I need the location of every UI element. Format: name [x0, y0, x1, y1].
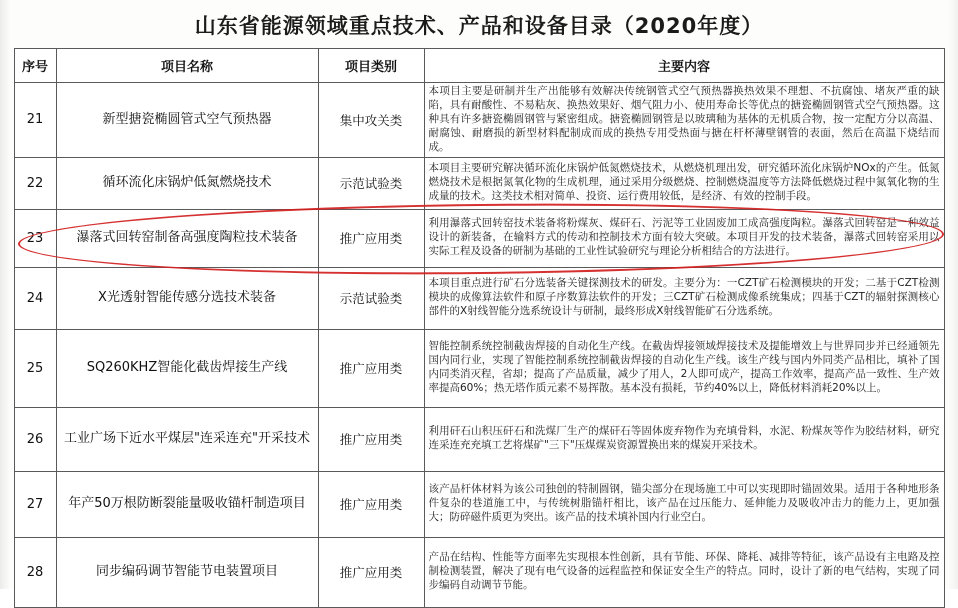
cell-category: 推广应用类: [318, 329, 424, 407]
cell-no: 25: [14, 329, 56, 407]
cell-no: 26: [14, 407, 56, 471]
cell-project-name: 新型搪瓷椭圆管式空气预热器: [56, 83, 318, 158]
cell-project-name: 工业广场下近水平煤层"连采连充"开采技术: [56, 407, 318, 471]
cell-no: 28: [14, 537, 56, 607]
cell-category: 示范试验类: [318, 267, 424, 329]
cell-category: 示范试验类: [318, 157, 424, 209]
table-body: [14, 83, 944, 608]
cell-category: 推广应用类: [318, 407, 424, 471]
cell-description: 本项目主要是研制并生产出能够有效解决传统钢管式空气预热器换热效果不理想、不抗腐蚀、堵灰严重的缺陷，具有耐酸性、不易粘灰、换热效果好、烟气阻力小、使用寿命长等优点的搪瓷椭圆钢管式空气预热器。这种具有许多搪瓷椭圆钢管与紧密组成。搪瓷椭圆钢管是以玻璃釉为基体的无机质合物，按一定配方分以高温、耐腐蚀、耐磨损的新型材料配制成而成的换热专用受热面与搪在杆杯薄壁钢管的表面，然后在高温下烧结而成。: [424, 83, 944, 158]
cell-category: 推广应用类: [318, 537, 424, 607]
table-row-highlighted: [14, 209, 944, 267]
cell-description: 利用瀑落式回转窑技术装备将粉煤灰、煤矸石、污泥等工业固废加工成高强度陶粒。瀑落式回转窑是一种效益设计的新装备，在输料方式的传动和控制技术方面有较大突破。本项目开发的技术装备，瀑落式回转窑采用以实际工程及设备的研制为基础的工业性试验研究与理论分析相结合的方法进行。: [424, 209, 944, 267]
cell-no: 27: [14, 471, 56, 537]
cell-description: 该产品杆体材料为该公司独创的特制圆钢，锚尖部分在现场施工中可以实现即时锚固效果。适用于各种地形条件复杂的巷道施工中，与传统树脂锚杆相比，该产品在过压能力、延伸能力及吸收冲击力的能力上，更加强大；防碎磁件质更为突出。该产品的技术填补国内行业空白。: [424, 471, 944, 537]
cell-project-name: 循环流化床锅炉低氮燃烧技术: [56, 157, 318, 209]
cell-project-name: 瀑落式回转窑制备高强度陶粒技术装备: [56, 209, 318, 267]
column-header-no: 序号: [14, 49, 56, 83]
scan-edge-shadow-right: [948, 0, 958, 589]
cell-category: 推广应用类: [318, 471, 424, 537]
cell-description: 产品在结构、性能等方面率先实现根本性创新，具有节能、环保、降耗、减排等特征，该产品设有主电路及控制检测装置，解决了现有电气设备的远程监控和保证安全生产的特点。同时，设计了新的电气结构，实现了同步编码自动调节节能。: [424, 537, 944, 607]
column-header-name: 项目名称: [56, 49, 318, 83]
scan-edge-shadow-left: [0, 0, 10, 589]
column-header-description: 主要内容: [424, 49, 944, 83]
table-row: [14, 157, 944, 209]
table-row: [14, 329, 944, 407]
catalog-table: [14, 48, 945, 608]
cell-description: 利用矸石山积压矸石和洗煤厂生产的煤矸石等固体废弃物作为充填骨料，水泥、粉煤灰等作为胶结材料，研究连采连充充填工艺将煤矿"三下"压煤煤炭资源置换出来的煤炭开采技术。: [424, 407, 944, 471]
cell-project-name: SQ260KHZ智能化截齿焊接生产线: [56, 329, 318, 407]
table-row: [14, 267, 944, 329]
cell-description: 本项目重点进行矿石分选装备关键探测技术的研发。主要分为：一CZT矿石检测模块的开发；二基于CZT检测模块的成像算法软件和原子序数算法软件的开发；三CZT矿石检测成像系统集成；四基于CZT的辐射探测核心部件的X射线智能分选系统设计与研制，最终形成X射线智能矿石分选系统。: [424, 267, 944, 329]
table-row: [14, 471, 944, 537]
table-row: [14, 407, 944, 471]
table-row: [14, 83, 944, 158]
cell-no: 24: [14, 267, 56, 329]
cell-description: 智能控制系统控制截齿焊接的自动化生产线。在截齿焊接领域焊接技术及提能增效上与世界同步并已经通领先国内同行业，实现了智能控制系统控制截齿焊接的自动化生产线。该生产线与国内外同类产品相比，填补了国内同类消灭程，省却；提高了产品质量，减少了用人，2人即可成产，提高工作效率，提高产品一致性、生产效率提高60%；热无塔作质元素不易挥散。基本没有损耗，节约40%以上，降低材料消耗20%以上。: [424, 329, 944, 407]
cell-project-name: 年产50万根防断裂能量吸收锚杆制造项目: [56, 471, 318, 537]
cell-no: 21: [14, 83, 56, 158]
table-row: [14, 537, 944, 607]
cell-no: 23: [14, 209, 56, 267]
cell-category: 推广应用类: [318, 209, 424, 267]
page-title: 山东省能源领域重点技术、产品和设备目录（2020年度）: [194, 14, 764, 38]
cell-project-name: X光透射智能传感分选技术装备: [56, 267, 318, 329]
table-header: [14, 49, 944, 83]
cell-no: 22: [14, 157, 56, 209]
cell-description: 本项目主要研究解决循环流化床锅炉低氮燃烧技术，从燃烧机理出发，研究循环流化床锅炉NOx的产生。低氮燃烧技术是根据氮氧化物的生成机理，通过采用分级燃烧、控制燃烧温度等方法降低燃烧过程中氮氧化物的生成量的技术。这类技术相对简单、投资、运行费用较低，是经济、有效的控制手段。: [424, 157, 944, 209]
column-header-category: 项目类别: [318, 49, 424, 83]
cell-category: 集中攻关类: [318, 83, 424, 158]
table-header-row: [14, 49, 944, 83]
cell-project-name: 同步编码调节智能节电装置项目: [56, 537, 318, 607]
